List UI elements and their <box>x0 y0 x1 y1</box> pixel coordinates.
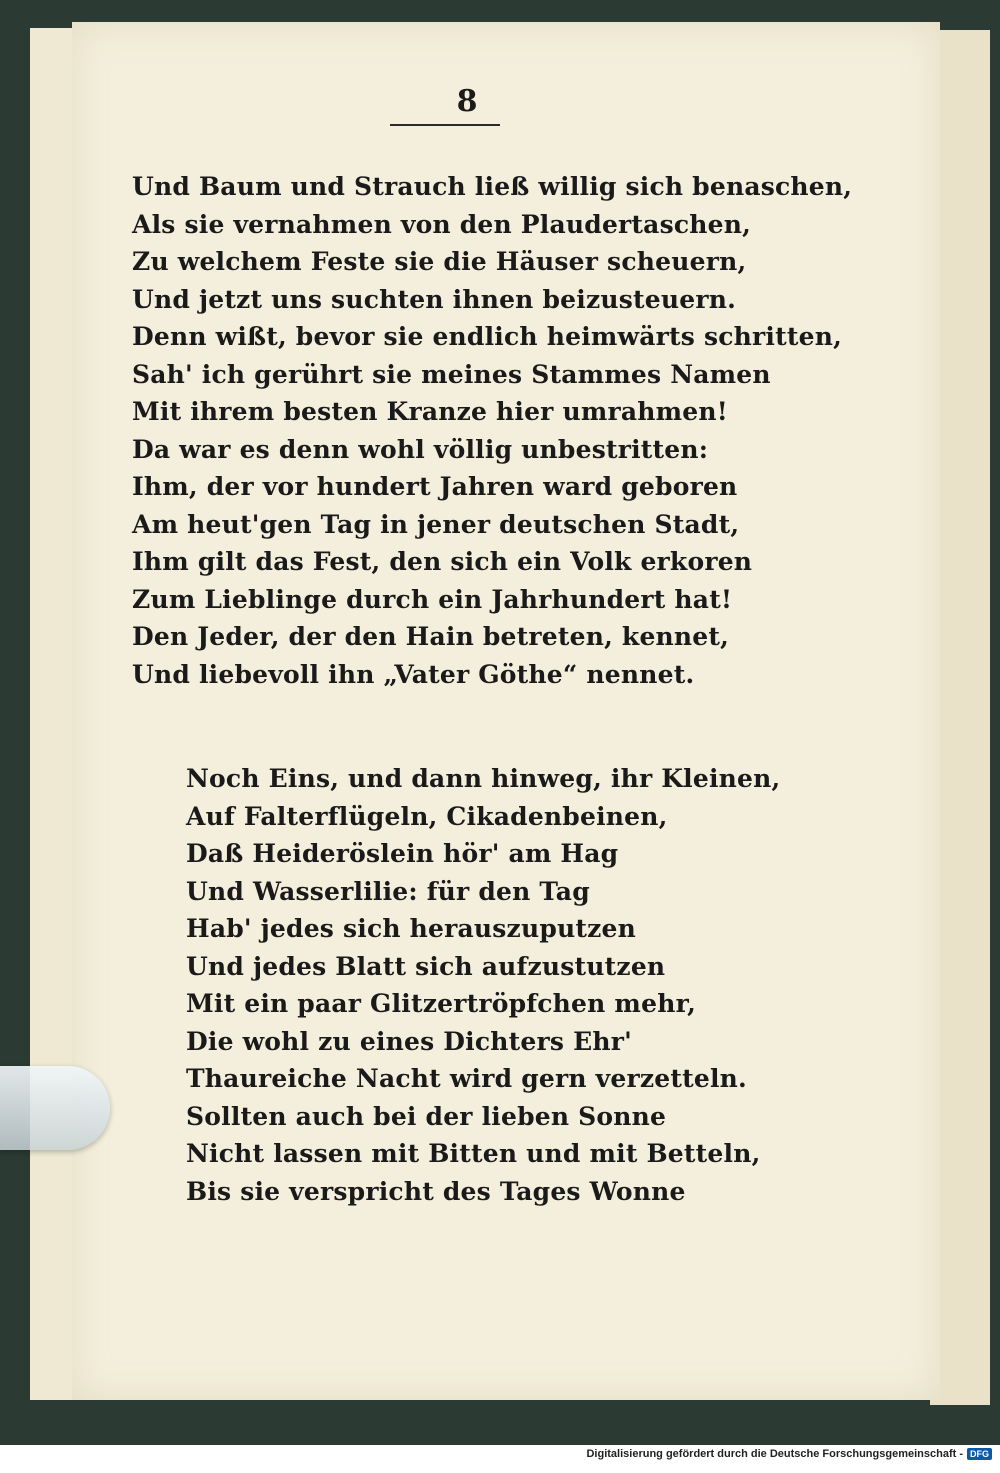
footer-credit <box>586 1448 992 1460</box>
dfg-logo: DFG <box>967 1448 992 1460</box>
verse-line: Als sie vernahmen von den Plaudertaschen, <box>132 209 752 239</box>
verse-line: Am heut'gen Tag in jener deutschen Stadt, <box>132 509 740 539</box>
verse-line: Bis sie verspricht des Tages Wonne <box>186 1176 686 1206</box>
verse-line: Mit ihrem besten Kranze hier umrahmen! <box>132 397 728 426</box>
verse-line: Die wohl zu eines Dichters Ehr' <box>186 1026 632 1056</box>
verse-line: Hab' jedes sich herauszuputzen <box>186 914 637 943</box>
page-number: 8 <box>456 84 478 119</box>
verse-line: Nicht lassen mit Bitten und mit Betteln, <box>186 1139 761 1168</box>
stanza-1 <box>132 168 852 693</box>
verse-line: Sollten auch bei der lieben Sonne <box>186 1101 667 1131</box>
verse-line: Und liebevoll ihn „Vater Göthe“ nennet. <box>132 659 695 689</box>
verse-line: Und Baum und Strauch ließ willig sich benaschen, <box>132 172 853 201</box>
verse-line: Denn wißt, bevor sie endlich heimwärts schritten, <box>132 322 842 351</box>
verse-line: Und jedes Blatt sich aufzustutzen <box>186 951 666 981</box>
stanza-2 <box>186 760 780 1210</box>
page-clip <box>0 1066 110 1150</box>
verse-line: Ihm gilt das Fest, den sich ein Volk erkoren <box>132 547 753 576</box>
page-number-rule <box>390 124 500 126</box>
footer-text: Digitalisierung gefördert durch die Deutsche Forschungsgemeinschaft - <box>586 1448 963 1460</box>
verse-line: Zum Lieblinge durch ein Jahrhundert hat! <box>132 584 733 614</box>
verse-line: Auf Falterflügeln, Cikadenbeinen, <box>186 801 668 831</box>
verse-line: Daß Heideröslein hör' am Hag <box>186 839 619 868</box>
verse-line: Und Wasserlilie: für den Tag <box>186 876 590 906</box>
verse-line: Zu welchem Feste sie die Häuser scheuern, <box>132 247 747 276</box>
verse-line: Thaureiche Nacht wird gern verzetteln. <box>186 1064 747 1093</box>
verse-line: Sah' ich gerührt sie meines Stammes Namen <box>132 359 771 389</box>
verse-line: Da war es denn wohl völlig unbestritten: <box>132 434 709 464</box>
verse-line: Und jetzt uns suchten ihnen beizusteuern. <box>132 284 736 314</box>
verse-line: Noch Eins, und dann hinweg, ihr Kleinen, <box>186 764 781 793</box>
verse-line: Den Jeder, der den Hain betreten, kennet, <box>132 622 730 651</box>
verse-line: Ihm, der vor hundert Jahren ward geboren <box>132 472 738 501</box>
verse-line: Mit ein paar Glitzertröpfchen mehr, <box>186 989 697 1018</box>
